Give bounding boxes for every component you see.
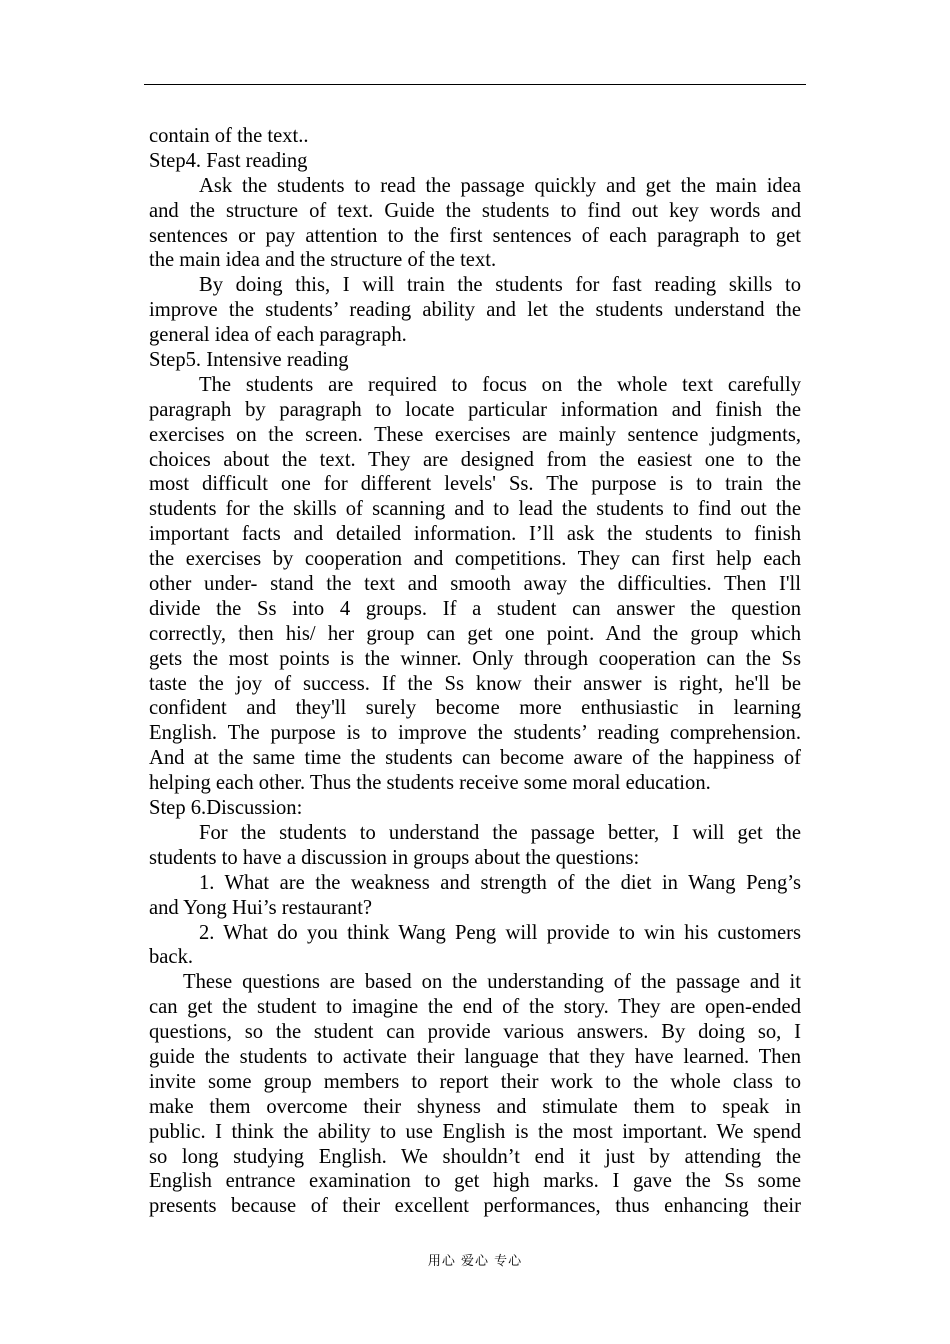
- page-footer: 用心 爱心 专心: [427, 1254, 523, 1269]
- document-body: [149, 124, 801, 1219]
- text-line: important facts and detailed information. I’ll ask the students to finish: [149, 523, 801, 546]
- text-line: Step4. Fast reading: [149, 149, 308, 172]
- text-line: exercises on the screen. These exercises are mainly sentence judgments,: [149, 423, 801, 446]
- text-line: students for the skills of scanning and to lead the students to find out the: [149, 498, 801, 521]
- text-line: For the students to understand the passage better, I will get the: [199, 821, 801, 844]
- text-line: gets the most points is the winner. Only through cooperation can the Ss: [149, 647, 801, 670]
- text-line: sentences or pay attention to the first sentences of each paragraph to get: [149, 224, 801, 247]
- text-line: paragraph by paragraph to locate particular information and finish the: [149, 398, 801, 421]
- text-line: These questions are based on the understanding of the passage and it: [183, 971, 801, 994]
- text-line: the exercises by cooperation and competitions. They can first help each: [149, 548, 801, 571]
- text-line: contain of the text..: [149, 125, 309, 147]
- text-line: divide the Ss into 4 groups. If a student can answer the question: [149, 597, 801, 620]
- text-line: Step5. Intensive reading: [149, 349, 349, 372]
- text-line: other under- stand the text and smooth away the difficulties. Then I'll: [149, 573, 801, 596]
- text-line: Ask the students to read the passage quickly and get the main idea: [199, 174, 801, 197]
- text-line: English entrance examination to get high marks. I gave the Ss some: [149, 1170, 801, 1193]
- text-line: choices about the text. They are designed from the easiest one to the: [149, 448, 801, 471]
- text-line: students to have a discussion in groups about the questions:: [149, 846, 640, 869]
- text-line: 1. What are the weakness and strength of the diet in Wang Peng’s: [199, 871, 801, 894]
- text-line: And at the same time the students can become aware of the happiness of: [149, 747, 801, 770]
- text-line: questions, so the student can provide various answers. By doing so, I: [149, 1021, 801, 1044]
- text-line: the main idea and the structure of the text.: [149, 249, 497, 272]
- header-rule: [144, 84, 806, 85]
- text-line: guide the students to activate their language that they have learned. Then: [149, 1045, 801, 1068]
- text-line: improve the students’ reading ability and let the students understand the: [149, 299, 801, 322]
- text-line: correctly, then his/ her group can get one point. And the group which: [149, 622, 801, 645]
- text-line: and the structure of text. Guide the students to find out key words and: [149, 199, 801, 222]
- text-line: 2. What do you think Wang Peng will provide to win his customers: [199, 921, 801, 944]
- text-line: and Yong Hui’s restaurant?: [149, 896, 373, 919]
- text-line: Step 6.Discussion:: [149, 797, 303, 820]
- text-line: English. The purpose is to improve the students’ reading comprehension.: [149, 722, 801, 745]
- text-line: invite some group members to report their work to the whole class to: [149, 1070, 801, 1093]
- text-line: most difficult one for different levels' Ss. The purpose is to train the: [149, 473, 801, 496]
- text-line: general idea of each paragraph.: [149, 324, 407, 347]
- text-line: confident and they'll surely become more enthusiastic in learning: [149, 697, 801, 720]
- text-line: public. I think the ability to use English is the most important. We spend: [149, 1120, 801, 1143]
- text-line: so long studying English. We shouldn’t end it just by attending the: [149, 1145, 801, 1168]
- text-line: taste the joy of success. If the Ss know their answer is right, he'll be: [149, 672, 801, 695]
- text-line: can get the student to imagine the end of the story. They are open-ended: [149, 996, 801, 1019]
- text-line: helping each other. Thus the students receive some moral education.: [149, 772, 711, 795]
- text-line: presents because of their excellent performances, thus enhancing their: [149, 1195, 801, 1218]
- text-line: make them overcome their shyness and stimulate them to speak in: [149, 1095, 801, 1118]
- text-line: The students are required to focus on the whole text carefully: [199, 373, 801, 396]
- text-line: By doing this, I will train the students for fast reading skills to: [199, 274, 801, 297]
- text-line: back.: [149, 946, 194, 969]
